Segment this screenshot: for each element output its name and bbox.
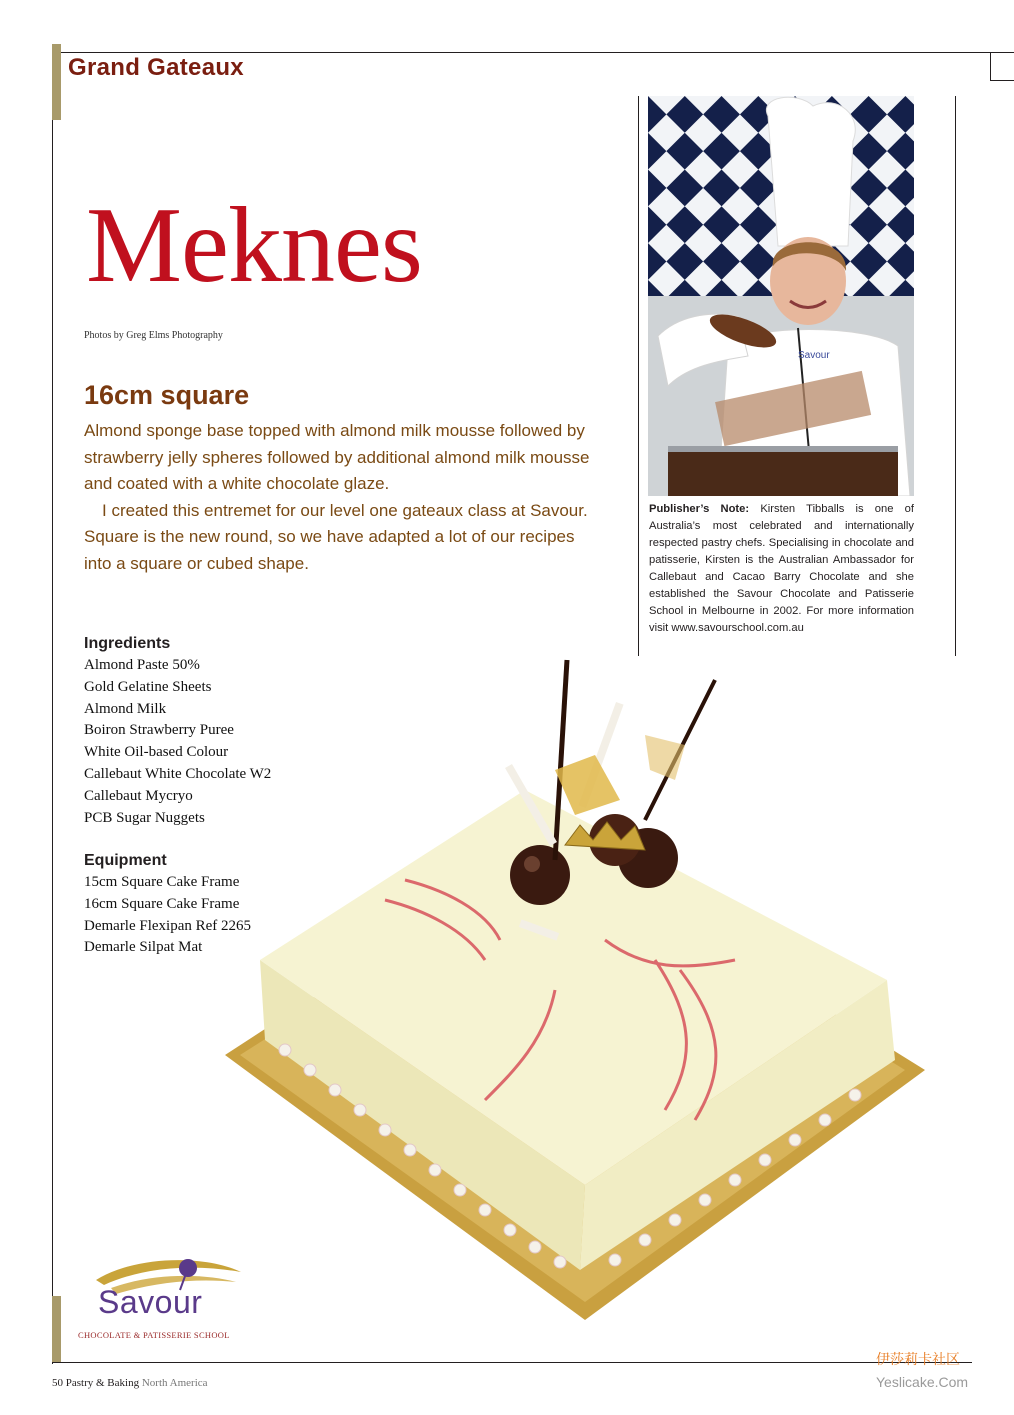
frame-right-tick	[990, 52, 991, 80]
ingredient-item: Almond Milk	[84, 700, 167, 717]
page-title: Meknes	[86, 186, 422, 305]
chef-photo-illustration	[648, 96, 914, 496]
page-footer	[52, 1377, 208, 1389]
logo-tagline: CHOCOLATE & PATISSERIE SCHOOL	[78, 1330, 230, 1340]
photo-column-rule-right	[955, 96, 956, 656]
watermark-cn: 伊莎莉卡社区	[876, 1351, 960, 1367]
publication-region: North America	[141, 1377, 208, 1389]
equipment-item: 16cm Square Cake Frame	[84, 895, 240, 912]
frame-accent-bar-bottom	[52, 1296, 61, 1362]
ingredients-heading: Ingredients	[84, 635, 171, 652]
publication-name: Pastry & Baking	[65, 1377, 140, 1389]
intro-paragraph-1: Almond sponge base topped with almond milk mousse followed by strawberry jelly spheres followed by additional almond milk mousse and coated with a white chocolate glaze.	[84, 421, 590, 493]
chef-jacket-logo: Savour	[798, 350, 830, 361]
recipe-size-heading: 16cm square	[84, 380, 250, 410]
cake-photo	[225, 640, 925, 1320]
recipe-intro	[84, 418, 604, 577]
publisher-note-text: Kirsten Tibballs is one of Australia’s most celebrated and internationally respected pastry chefs. Specialising in chocolate and patisserie, Kirsten is the Australian Ambassador for Callebaut and Cacao Barry Chocolate and she established the Savour Chocolate and Patisserie School in Melbourne in 2002. For more information visit www.savourschool.com.au	[649, 503, 914, 634]
frame-accent-bar-top	[52, 44, 61, 120]
ingredient-item: PCB Sugar Nuggets	[84, 809, 205, 826]
savour-logo	[76, 1250, 256, 1345]
equipment-item: Demarle Flexipan Ref 2265	[84, 917, 252, 934]
photo-column-rule-left	[638, 96, 639, 656]
frame-bottom-rule	[52, 1362, 972, 1363]
ingredient-item: White Oil-based Colour	[84, 744, 229, 761]
frame-right-tick-h	[990, 80, 1014, 81]
ingredient-item: Gold Gelatine Sheets	[84, 678, 212, 695]
cake-illustration	[225, 640, 925, 1320]
publisher-note-label: Publisher’s Note:	[649, 503, 750, 515]
section-title: Grand Gateaux	[68, 54, 244, 81]
frame-top-rule	[52, 52, 1014, 53]
equipment-heading: Equipment	[84, 852, 167, 869]
page-number: 50	[52, 1377, 63, 1389]
logo-name: Savour	[98, 1284, 203, 1320]
photo-credit: Photos by Greg Elms Photography	[84, 330, 223, 341]
frame-left-rule	[52, 44, 53, 1364]
intro-paragraph-2: I created this entremet for our level one gateaux class at Savour. Square is the new round, so we have adapted a lot of our recipes into a square or cubed shape.	[84, 500, 588, 573]
equipment-item: Demarle Silpat Mat	[84, 939, 203, 956]
equipment-item: 15cm Square Cake Frame	[84, 874, 240, 890]
ingredient-item: Callebaut Mycryo	[84, 787, 193, 804]
watermark-en: Yeslicake.Com	[876, 1374, 969, 1390]
publisher-note	[649, 501, 914, 637]
ingredient-item: Almond Paste 50%	[84, 657, 200, 673]
ingredient-item: Boiron Strawberry Puree	[84, 722, 234, 739]
chef-photo	[648, 96, 914, 496]
ingredient-item: Callebaut White Chocolate W2	[84, 765, 272, 782]
